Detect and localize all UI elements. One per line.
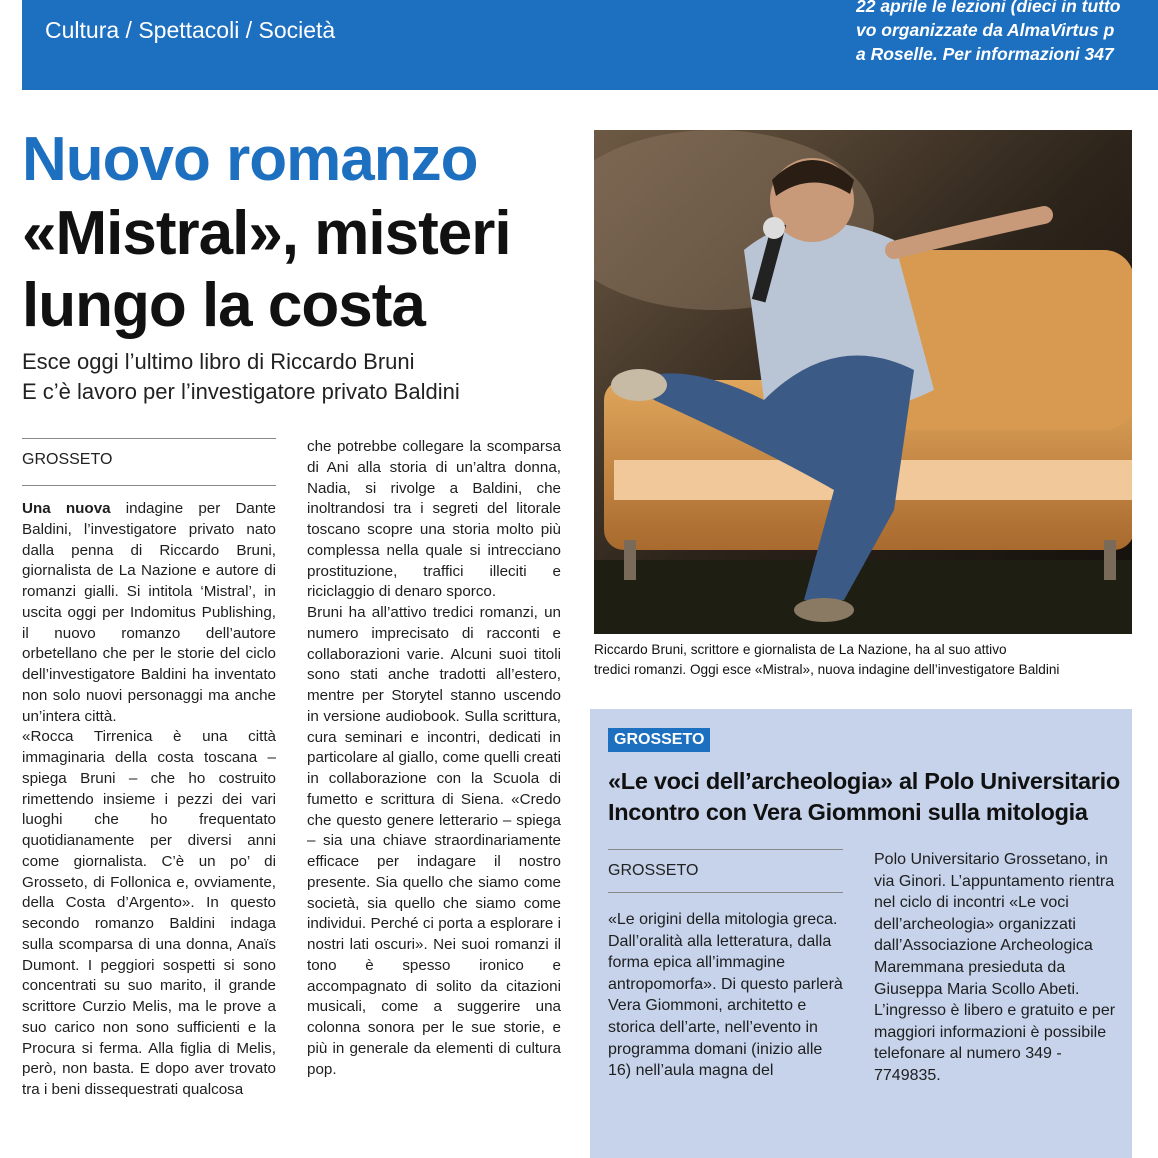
article-title (22, 198, 511, 342)
subtitle-line: E c’è lavoro per l’investigatore privato Baldini (22, 379, 460, 404)
article-dateline: GROSSETO (22, 451, 113, 468)
sidebar-paragraph: «Le origini della mitologia greca. Dall’oralità alla letteratura, dalla forma epica all’immagine antropomorfa». Di questo parlerà Vera Giommoni, architetto e storica dell’arte, nell’evento in programma domani (inizio alle 16) nell’aula magna del (608, 911, 843, 1080)
sidebar-column-1 (608, 909, 848, 1082)
lead-in: Una nuova (22, 500, 111, 517)
dateline-rule (22, 438, 276, 439)
article-column-2 (307, 437, 561, 1080)
article-column-1 (22, 499, 276, 1101)
sidebar-rule (608, 849, 843, 850)
body-paragraph: «Rocca Tirrenica è una città immaginaria della costa toscana – spiega Bruni – che ho costruito rimettendo insieme i pezzi dei vari luoghi che ho frequentato quotidianamente per diversi anni come giornalista. C’è un po’ di Grosseto, di Follonica e, ovviamente, della Costa d’Argento». In questo secondo romanzo Baldini indaga sulla scomparsa di una donna, Anaïs Dumont. I peggiori sospetti si sono concentrati su suo marito, il grande scrittore Curzio Melis, ma le prove a suo carico non sono sufficienti e la Procura si ferma. Alla figlia di Melis, però, non basta. E dopo aver trovato tra i beni dissequestrati qualcosa (22, 728, 276, 1098)
photo-caption (594, 640, 1134, 680)
sidebar-title-line: «Le voci dell’archeologia» al Polo Universitario (608, 768, 1120, 794)
author-photo (594, 130, 1132, 634)
sidebar-paragraph: Polo Universitario Grossetano, in via Ginori. L’appuntamento rientra nel ciclo di incontri «Le voci dell’archeologia» organizzati dall’Associazione Archeologica Maremmana presieduta da Giuseppa Maria Scollo Abeti. (874, 851, 1115, 998)
body-text: indagine per Dante Baldini, l’investigatore privato nato dalla penna di Riccardo Bruni, giornalista de La Nazione e autore di romanzi gialli. Si intitola ‘Mistral’, in uscita oggi per Indomitus Publishing, il nuovo romanzo dell’autore orbetellano che per le storie del ciclo dell’investigatore Baldini ha inventato non solo nuovi personaggi ma anche un’intera città. (22, 500, 276, 725)
snippet-line: vo organizzate da AlmaVirtus p (856, 20, 1115, 40)
snippet-line: 22 aprile le lezioni (dieci in tutto (856, 0, 1121, 16)
body-paragraph: che potrebbe collegare la scomparsa di Ani alla storia di un’altra donna, Nadia, si rivolge a Baldini, che inoltrandosi tra i segreti del litorale toscano scopre una storia molto più complessa nella quale si intrecciano prostituzione, traffici illeciti e riciclaggio di denaro sporco. (307, 438, 561, 601)
sidebar-title-line: Incontro con Vera Giommoni sulla mitologia (608, 799, 1088, 825)
title-line: lungo la costa (22, 271, 425, 340)
section-breadcrumb[interactable]: Cultura / Spettacoli / Società (45, 17, 336, 43)
article-kicker: Nuovo romanzo (22, 125, 478, 194)
dateline-rule (22, 485, 276, 486)
body-paragraph (22, 499, 276, 727)
photo-illustration (594, 130, 1132, 634)
sidebar-paragraph: L’ingresso è libero e gratuito e per maggiori informazioni è possibile telefonare al numero 349 - 7749835. (874, 1002, 1116, 1084)
sidebar-column-2 (874, 849, 1124, 1087)
caption-line: Riccardo Bruni, scrittore e giornalista de La Nazione, ha al suo attivo (594, 642, 1007, 657)
title-line: «Mistral», misteri (22, 199, 511, 268)
sidebar-dateline: GROSSETO (608, 862, 699, 879)
subtitle-line: Esce oggi l’ultimo libro di Riccardo Bruni (22, 349, 415, 374)
adjacent-article-snippet (856, 0, 1156, 66)
snippet-line: a Roselle. Per informazioni 347 (856, 44, 1114, 64)
sidebar-rule (608, 892, 843, 893)
article-subtitle (22, 347, 460, 407)
sidebar-title (608, 766, 1120, 828)
caption-line: tredici romanzi. Oggi esce «Mistral», nuova indagine dell’investigatore Baldini (594, 662, 1060, 677)
body-paragraph: Bruni ha all’attivo tredici romanzi, un numero imprecisato di racconti e collaborazioni varie. Alcuni suoi titoli sono stati anche tradotti all’estero, mentre per Storytel stanno uscendo in versione audiobook. Sulla scrittura, cura seminari e incontri, dedicati in particolare al giallo, come quelli creati in collaborazione con la Scuola di fumetto e scrittura di Siena. «Credo che questo genere letterario – spiega – sia una chiave straordinariamente efficace per indagare il nostro presente. Sia quello che siamo come società, sia quello che siamo come individui. Perché ci porta a esplorare i nostri lati oscuri». Nei suoi romanzi il tono è spesso ironico e accompagnato di solito da citazioni musicali, come a suggerire una colonna sonora per le sue storie, e più in generale da elementi di cultura pop. (307, 604, 561, 1078)
sidebar-tag: GROSSETO (608, 728, 710, 752)
